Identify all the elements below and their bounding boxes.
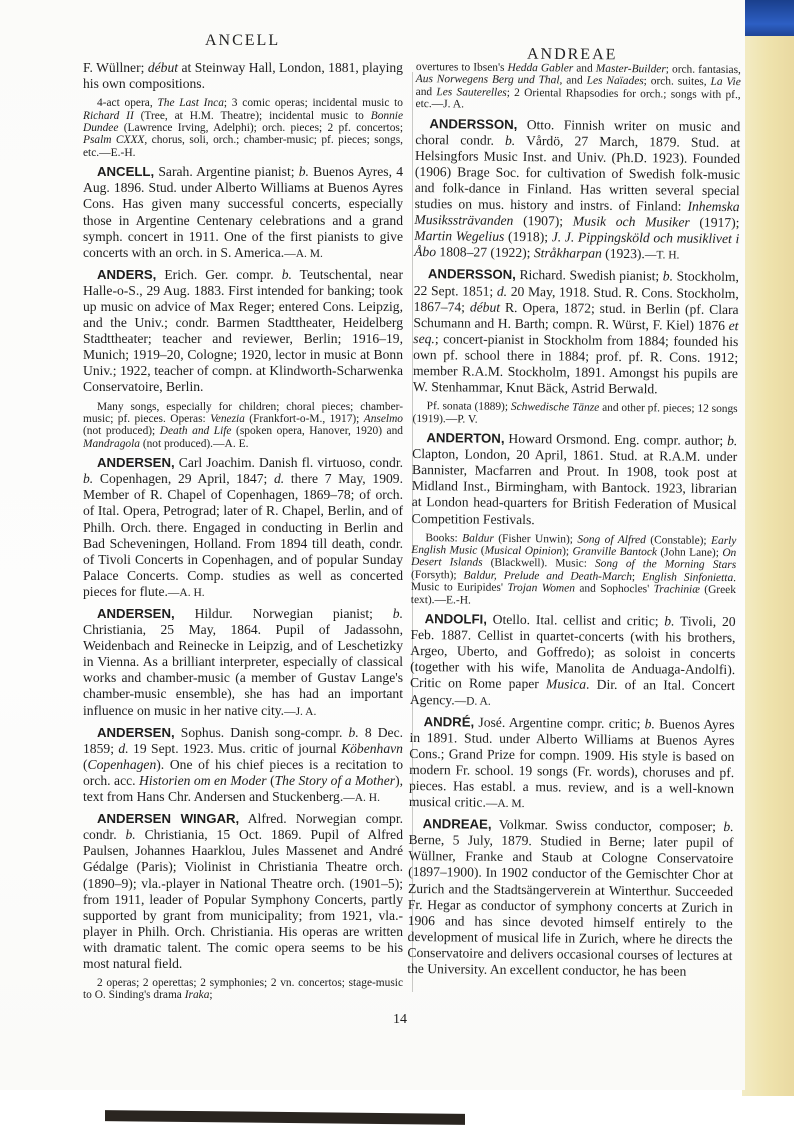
italic-title: début [147, 60, 179, 75]
entry-text: (Blackwell). Music: [482, 557, 596, 571]
italic-title: Baldur [462, 532, 494, 545]
entry-text: Buenos Ayres in 1891. Stud. under Alberto Williams at Buenos Ayres Cons.; Grand Prize for compn. 1909. His style is based on modern Fr. school. 19 songs (Fr. words), choruses and pf. pieces. Has establ. a mus. review, and is a well-known musical critic. [408, 715, 735, 810]
entry-headword: ANDRÉ, [423, 713, 475, 730]
entry-text: overtures to Ibsen's [415, 60, 508, 74]
entry-text: 2 operas; 2 operettas; 2 symphonies; 2 vn. concertos; stage-music to O. Sinding's drama [83, 977, 403, 1002]
italic-title: Musical Opinion [484, 544, 563, 558]
entry-text: ; concert-pianist in Stockholm from 1884; founded his own pf. school there in 1884; prof. pf. R. Cons. 1912; member R.A.M. Stockholm, 1891. Amongst his pupils are W. Stenhammar, Knut Bäck, Astrid Berwald. [412, 331, 739, 397]
entry-text: Howard Orsmond. Eng. compr. author; [504, 430, 728, 449]
italic-title: Aus Norwegens Berg und Thal [415, 73, 560, 87]
entry-text: ; [209, 989, 213, 1002]
italic-title: Iraka [184, 989, 210, 1002]
entry-text: Christiania, 15 Oct. 1869. Pupil of Alfred Paulsen, Johannes Haarklou, Jules Massenet and André Gédalge (Paris); Violinist in Christiania Theatre orch. (1890–9); vla.-player in National Theatre orch. (1901–5); from 1911, leader of Popular Symphony Concerts, partly supported by grant from municipality; from 1921, vla.-player in Philh. Orch. Christiania. His operas are written with dramatic talent. The comic opera seems to be his most natural field. [83, 827, 403, 971]
entry-headword: ANDERSEN, [97, 724, 175, 740]
contributor-signature: —E.-H. [99, 146, 136, 159]
dictionary-entry [413, 266, 739, 398]
italic-title: Les Sauterelles [436, 86, 507, 99]
italic-title: La Vie [710, 76, 741, 89]
entry-text: ; orch. fantasias, [665, 63, 741, 77]
entry-text: Sarah. Argentine pianist; [154, 164, 299, 180]
entry-text: , chorus, soli, orch.; chamber-music; pf. pieces; songs, etc. [83, 134, 403, 159]
page-number: 14 [393, 1012, 407, 1027]
entry-text: Carl Joachim. Danish fl. virtuoso, condr. [174, 455, 403, 471]
italic-title: d. [118, 740, 129, 756]
italic-title: Mandragola [83, 437, 140, 450]
italic-title: Trachiniæ [653, 583, 700, 596]
italic-title: Stråkharpan [533, 245, 602, 262]
italic-title: b. [727, 433, 738, 449]
entry-text: and [573, 62, 596, 75]
running-head-left: ANCELL [205, 32, 281, 49]
dictionary-entry [83, 606, 403, 720]
italic-title: Early English Music [411, 534, 737, 557]
entry-headword: ANDERS, [97, 266, 157, 282]
entry-text: ( [83, 756, 88, 772]
entry-continued [83, 60, 403, 92]
italic-title: b. [281, 266, 292, 282]
entry-text: Volkmar. Swiss conductor, composer; [491, 816, 724, 835]
page-edge [742, 36, 794, 1096]
entry-text: Hildur. Norwegian pianist; [174, 606, 393, 621]
dictionary-entry [83, 164, 403, 262]
italic-title: Musik och Musiker [572, 213, 690, 230]
entry-text: José. Argentine compr. critic; [474, 714, 645, 731]
entry-text: at Steinway Hall, London, 1881, playing his own compositions. [83, 60, 403, 92]
italic-title: Master-Builder [595, 62, 666, 76]
entry-text: ( [266, 772, 275, 788]
italic-title: Trojan Women [507, 582, 575, 595]
italic-title: Baldur, Prelude and Death-March [463, 569, 632, 583]
entry-text: Vårdö, 27 March, 1879. Stud. at Helsingfors Music Inst. and Univ. (Ph.D. 1923). Founded (1906) Brage Soc. for cultivation of Swedish folk-music and folk-dance in Finland. Has written several special studies on mus. history and instrs. of Finland: [414, 132, 741, 214]
entry-text: Buenos Ayres, 4 Aug. 1896. Stud. under Alberto Williams at Buenos Ayres Cons. Has given many successful concerts, especially those in Argentine Centenary celebrations and a grand symph. concert in 1911. One of the first pianists to give concerts with an orch. in S. America. [83, 164, 404, 260]
works-list-continued [416, 61, 741, 114]
entry-headword: ANDERSSON, [429, 115, 518, 132]
italic-title: d. [273, 471, 285, 487]
contributor-signature: —A. M. [284, 247, 323, 260]
contributor-signature: —A. H. [343, 792, 380, 805]
italic-title: Granville Bantock [572, 545, 658, 559]
italic-title: b. [392, 606, 403, 621]
entry-text: (not produced). [139, 437, 214, 450]
entry-text: Clapton, London, 20 April, 1861. Stud. at R.A.M. under Bannister, Macfarren and Prout. In 1908, took post at Midland Inst., Birmingham, with Bantock. 1923, librarian at London head-quarters for British Federation of Musical Competition Festivals. [411, 446, 738, 527]
italic-title: début [469, 299, 501, 315]
entry-text: ), text from Hans Chr. Andersen and Stuckenberg. [83, 772, 403, 805]
entry-text: 4-act opera, [97, 97, 158, 110]
italic-title: Anselmo [363, 412, 403, 425]
entry-text: 20 May, 1918. Stud. R. Cons. Stockholm, 1867–74; [413, 283, 739, 315]
entry-text: Many songs, especially for children; choral pieces; chamber-music; pf. pieces. Operas: [83, 400, 403, 425]
entry-text: ( [477, 544, 485, 557]
italic-title: b. [644, 715, 655, 731]
entry-text: Erich. Ger. compr. [156, 266, 282, 282]
entry-text: and [415, 85, 437, 99]
italic-title: Historien om en Moder [139, 772, 267, 788]
italic-title: Venezia [210, 412, 245, 425]
works-list [411, 532, 737, 610]
works-list [83, 977, 403, 1002]
entry-text: Christiania, 25 May, 1864. Pupil of Jadassohn, Weidenbach and Reinecke in Leipzig, and of Leschetizky in Vienna. As a brilliant interpreter, especially of classical works and chamber-music (a member of Gustav Lange's chamber-music ensemble), she has had an important influence on music in her native city. [83, 622, 403, 718]
italic-title: b. [298, 164, 309, 180]
right-column [407, 60, 741, 985]
entry-text: ); [562, 545, 573, 558]
entry-text: Pf. sonata (1889); [426, 400, 511, 414]
italic-title: Song of Alfred [577, 533, 646, 546]
entry-text: Books: [425, 531, 463, 545]
italic-title: On Desert Islands [411, 546, 737, 570]
dictionary-entry [83, 725, 403, 806]
entry-text: (spoken opera, Hanover, 1920) and [231, 425, 403, 438]
italic-title: J. J. Pippingsköld och musiklivet i Åbo [414, 229, 740, 260]
entry-headword: ANDERSEN, [97, 606, 175, 621]
italic-title: b. [504, 132, 516, 148]
italic-title: d. [496, 283, 508, 299]
entry-text: Stockholm, 22 Sept. 1851; [413, 268, 740, 299]
entry-text: (Forsyth); [411, 568, 464, 582]
italic-title: English Sinfonietta [642, 571, 734, 584]
dictionary-entry [412, 430, 738, 530]
italic-title: The Story of a Mother [274, 772, 396, 788]
contributor-signature: —J. A. [284, 705, 317, 718]
entry-headword: ANDERSEN, [97, 455, 175, 471]
entry-text: 19 Sept. 1923. Mus. critic of journal [128, 740, 342, 756]
italic-title: Bonnie Dundee [83, 109, 403, 134]
entry-text: Berne, 5 July, 1879. Studied in Berne; later pupil of Wüllner, Franke and Staub at Cologne Conservatoire (1897–1900). In 1902 conductor of the Gemischter Chor at Zurich and the Stadtsängerverein at Winterthur. Succeeded Fr. Hegar as conductor of symphony concerts at Zurich in 1906 and has since devoted himself entirely to the development of musical life in Zurich, where he directs the Conservatoire and delivers occasional courses of lectures at the University. An excellent conductor, he has been [407, 832, 734, 979]
italic-title: Köbenhavn [341, 740, 403, 756]
italic-title: Musica [545, 676, 587, 693]
contributor-signature: —E.-H. [434, 593, 472, 607]
entry-text: . Music to Euripides' [410, 571, 737, 595]
entry-headword: ANDERTON, [426, 430, 505, 446]
entry-text: there 7 May, 1909. Member of R. Chapel of Copenhagen, 1869–78; of orch. of Ital. Opera, Petrograd; later of R. Chapel, Berlin, and of Philh. Orch. there. Engaged in conducting in Berlin and Bad Scheveningen, Holland. From 1894 till death, condr. of Tivoli Concerts in Copenhagen, and of popular Sunday Palace Concerts. Comp. studies as well as concerted pieces for flute. [83, 471, 403, 599]
entry-text: ; orch. suites, [643, 75, 711, 89]
entry-text: Sophus. Danish song-compr. [174, 724, 349, 740]
italic-title: b. [125, 827, 136, 843]
italic-title: Copenhagen [87, 756, 157, 772]
contributor-signature: —D. A. [454, 694, 491, 708]
running-head-right: ANDREAE [526, 45, 618, 64]
italic-title: The Last Inca [157, 97, 224, 110]
entry-headword: ANCELL, [97, 164, 155, 180]
entry-text: , and [559, 74, 587, 88]
italic-title: Hedda Gabler [507, 61, 574, 75]
contributor-signature: —T. H. [644, 249, 680, 262]
entry-text: Otello. Ital. cellist and critic; [486, 611, 665, 629]
entry-text: R. Opera, 1872; stud. in Berlin (pf. Clara Schumann and H. Barth; compn. R. Würst, F. Kiel) 1876 [413, 299, 739, 333]
entry-text: (1923). [601, 246, 645, 262]
entry-text: (not produced); [83, 425, 160, 438]
entry-text: and other pf. pieces; 12 songs (1919). [412, 401, 738, 425]
entry-text: Teutschental, near Halle-o-S., 29 Aug. 1883. First intended for banking; took up music on advice of Max Reger; entered Cons. Leipzig, and the Univ.; condr. Barmen Stadttheater, Heidelberg Stadttheater; teacher and reviewer, Berlin; 1916–19, Munich; 1919–20, Cologne; 1920, lector in music at Bonn Univ.; 1922, teacher of compn. at Klindworth-Scharwenka Conservatoire, Berlin. [83, 266, 403, 395]
italic-title: b. [83, 471, 94, 487]
entry-text: 8 Dec. 1859; [83, 724, 403, 756]
entry-text: ; 2 Oriental Rhapsodies for orch.; songs with pf., etc. [415, 86, 741, 111]
entry-text: (1918); [504, 229, 552, 245]
dictionary-entry [83, 267, 403, 396]
italic-title: Psalm CXXX [83, 134, 145, 147]
dictionary-entry [409, 714, 735, 815]
italic-title: Martin Wegelius [414, 228, 505, 245]
italic-title: Death and Life [159, 425, 232, 438]
entry-text: Copenhagen, 29 April, 1847; [93, 471, 274, 487]
contributor-signature: —A. M. [485, 797, 525, 811]
dictionary-entry [407, 816, 734, 980]
contributor-signature: —J. A. [431, 98, 465, 111]
italic-title: b. [662, 268, 674, 284]
entry-text: (John Lane); [656, 546, 723, 559]
entry-text: (Greek text). [410, 583, 736, 606]
italic-title: b. [664, 613, 675, 629]
entry-headword: ANDERSSON, [427, 266, 516, 283]
contributor-signature: —A. H. [167, 586, 205, 599]
entry-text: Alfred. Norwegian compr. condr. [83, 811, 403, 843]
italic-title: Inhemska Musikssträvanden [414, 198, 740, 229]
entry-text: (Tree, at H.M. Theatre); incidental music to [133, 109, 371, 122]
entry-text: (Lawrence Irving, Adelphi); orch. pieces; 2 pf. concertos; [118, 122, 403, 134]
entry-text: (Fisher Unwin); [493, 532, 578, 546]
italic-title: Les Naïades [586, 75, 644, 88]
contributor-signature: —P. V. [445, 412, 478, 426]
dictionary-entry [83, 811, 403, 972]
left-column [83, 60, 403, 1007]
entry-text: 1808–27 (1922); [435, 244, 534, 261]
entry-text: F. Wüllner; [83, 60, 148, 75]
entry-headword: ANDOLFI, [424, 611, 487, 627]
dictionary-entry [83, 455, 403, 601]
entry-text: Richard. Swedish pianist; [515, 267, 663, 284]
italic-title: Richard II [83, 109, 134, 122]
entry-text: Tivoli, 20 Feb. 1887. Cellist in quartet-concerts (with his brothers, Argeo, Uberto, and Goffredo); as soloist in concerts (together with his wife, Manolita de Anduaga-Andolfi). Critic on Rome paper [409, 613, 736, 692]
dictionary-entry [414, 116, 740, 265]
contributor-signature: —A. E. [213, 437, 249, 450]
entry-headword: ANDERSEN WINGAR, [97, 811, 240, 827]
entry-text: Otto. Finnish writer on music and choral condr. [415, 116, 741, 148]
italic-title: b. [723, 819, 734, 835]
italic-title: Song of the Morning Stars [594, 558, 737, 572]
works-list [412, 400, 737, 428]
entry-text: ). One of his chief pieces is a recitation to orch. acc. [83, 756, 403, 788]
entry-text: and Sophocles' [574, 582, 654, 596]
entry-text: (1917); [689, 214, 740, 231]
italic-title: Schwedische Tänze [510, 401, 600, 414]
entry-text: (1907); [513, 213, 573, 229]
works-list [83, 401, 403, 451]
dictionary-entry [410, 611, 736, 712]
entry-text: (Frankfort-o-M., 1917); [244, 412, 364, 425]
italic-title: b. [348, 724, 359, 740]
entry-text: . Dir. of an Ital. Concert Agency. [409, 677, 736, 707]
italic-title: et seq. [413, 317, 739, 347]
entry-text: ; [631, 570, 643, 584]
entry-text: ; 3 comic operas; incidental music to [223, 97, 403, 110]
entry-headword: ANDREAE, [422, 816, 492, 832]
works-list [83, 97, 403, 159]
entry-text: (Constable); [645, 533, 712, 547]
